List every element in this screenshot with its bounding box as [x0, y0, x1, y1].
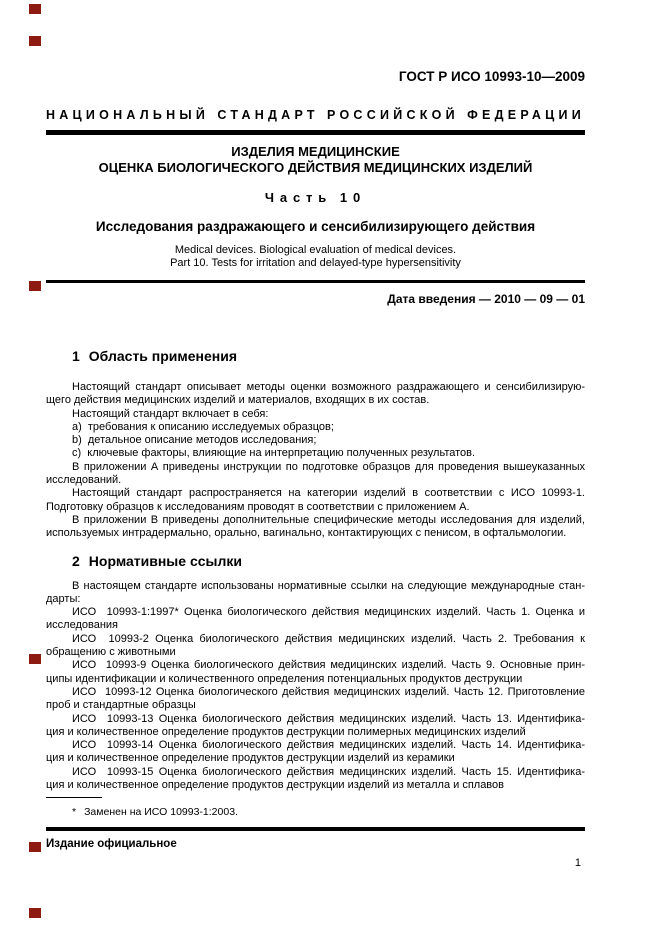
section-1-title: Область применения: [88, 348, 238, 364]
header-rule: [46, 130, 585, 135]
document-number: ГОСТ Р ИСО 10993-10—2009: [398, 69, 585, 84]
text-line: Настоящий стандарт распространяется на категории изделий в соответствии с ИСО 10993-1.: [72, 487, 585, 500]
red-edge-mark: [29, 36, 41, 46]
subtitle-english-line2: Part 10. Tests for irritation and delayed-type hypersensitivity: [170, 257, 461, 269]
text-line: Настоящий стандарт включает в себя:: [72, 407, 269, 420]
part-number: 10: [339, 190, 367, 205]
red-edge-mark: [29, 908, 41, 918]
official-edition-label: Издание официальное: [46, 838, 177, 851]
section-1-body: [46, 381, 585, 541]
footnote-separator: [46, 797, 102, 798]
text-line: ИСО 10993-9 Оценка биологического действия медицинских изделий. Часть 9. Основные прин-: [72, 659, 585, 672]
text-line: ция и количественное определение продуктов деструкции изделий из металла и сплавов: [46, 779, 504, 792]
footnote-marker: *: [72, 806, 77, 819]
text-line: щего действия медицинских изделий и материалов, входящих в их состав.: [46, 394, 430, 407]
text-line: Настоящий стандарт описывает методы оценки возможного раздражающего и сенсибилизирую-: [72, 381, 585, 393]
subtitle-english: [46, 244, 585, 270]
effective-date: Дата введения — 2010 — 09 — 01: [387, 292, 585, 306]
text-line: ция и количественное определение продуктов деструкции полимерных медицинских изделий: [46, 725, 526, 738]
national-standard-word: РОССИЙСКОЙ: [327, 108, 459, 122]
text-line: обращению с животными: [46, 646, 176, 659]
red-edge-mark: [29, 842, 41, 852]
title-line-2: ОЦЕНКА БИОЛОГИЧЕСКОГО ДЕЙСТВИЯ МЕДИЦИНСКИХ ИЗДЕЛИЙ: [98, 160, 533, 175]
text-line: В приложении А приведены инструкции по подготовке образцов для проведения вышеуказанных: [72, 460, 585, 473]
text-line: b) детальное описание методов исследования;: [72, 434, 317, 447]
national-standard-word: НАЦИОНАЛЬНЫЙ: [46, 108, 210, 122]
part-label: Часть: [264, 190, 333, 205]
red-edge-mark: [29, 4, 41, 14]
page-content: [46, 0, 585, 869]
text-line: В приложении В приведены дополнительные специфические методы исследования для изделий,: [72, 513, 585, 526]
text-line: проб и стандартные образцы: [46, 699, 196, 712]
text-line: ципы идентификации и количественного определения потенциальных продуктов деструкции: [46, 672, 523, 685]
text-line: ИСО 10993-13 Оценка биологического действия медицинских изделий. Часть 13. Идентифика-: [72, 712, 585, 725]
national-standard-heading: [46, 108, 585, 122]
red-edge-mark: [29, 281, 41, 291]
text-line: ИСО 10993-14 Оценка биологического действия медицинских изделий. Часть 14. Идентифика-: [72, 739, 585, 752]
page-number: 1: [574, 857, 581, 870]
subtitle-english-line1: Medical devices. Biological evaluation of medical devices.: [174, 244, 457, 256]
text-line: дарты:: [46, 592, 81, 605]
national-standard-word: СТАНДАРТ: [217, 108, 319, 122]
section-2-number: 2: [72, 552, 80, 569]
text-line: ция и количественное определение продуктов деструкции изделий из керамики: [46, 752, 455, 765]
text-line: ИСО 10993-1:1997* Оценка биологического действия медицинских изделий. Часть 1. Оценка и: [72, 606, 585, 619]
text-line: исследований.: [46, 474, 122, 487]
date-rule: [46, 280, 585, 283]
red-edge-mark: [29, 654, 41, 664]
text-line: В настоящем стандарте использованы нормативные ссылки на следующие международные стан-: [72, 579, 585, 592]
footnote-text: Заменен на ИСО 10993-1:2003.: [84, 806, 238, 819]
section-1-heading: [46, 348, 585, 364]
text-line: a) требования к описанию исследуемых образцов;: [72, 420, 334, 433]
section-1-number: 1: [72, 348, 80, 364]
subtitle-russian: Исследования раздражающего и сенсибилизирующего действия: [95, 219, 536, 234]
text-line: используемых интрадермально, орально, вагинально, контактирующих с пенисом, в офтальмологии.: [46, 527, 567, 540]
footer-rule: [46, 827, 585, 831]
text-line: ИСО 10993-15 Оценка биологического действия медицинских изделий. Часть 15. Идентифика-: [72, 765, 585, 778]
title-line-1: ИЗДЕЛИЯ МЕДИЦИНСКИЕ: [231, 144, 400, 159]
national-standard-word: ФЕДЕРАЦИИ: [467, 108, 585, 122]
section-2-title: Нормативные ссылки: [88, 552, 242, 569]
text-line: ИСО 10993-2 Оценка биологического действия медицинских изделий. Часть 2. Требования к: [72, 632, 585, 645]
text-line: ИСО 10993-12 Оценка биологического действия медицинских изделий. Часть 12. Приготовление: [72, 685, 585, 698]
footnote: [46, 806, 585, 818]
text-line: Подготовку образцов к исследованиям проводят в соответствии с приложением А.: [46, 500, 470, 513]
section-2-heading: [46, 553, 585, 569]
section-2-body: [46, 580, 585, 793]
part-heading: [46, 190, 585, 205]
text-line: c) ключевые факторы, влияющие на интерпретацию полученных результатов.: [72, 447, 476, 460]
text-line: исследования: [46, 619, 118, 632]
